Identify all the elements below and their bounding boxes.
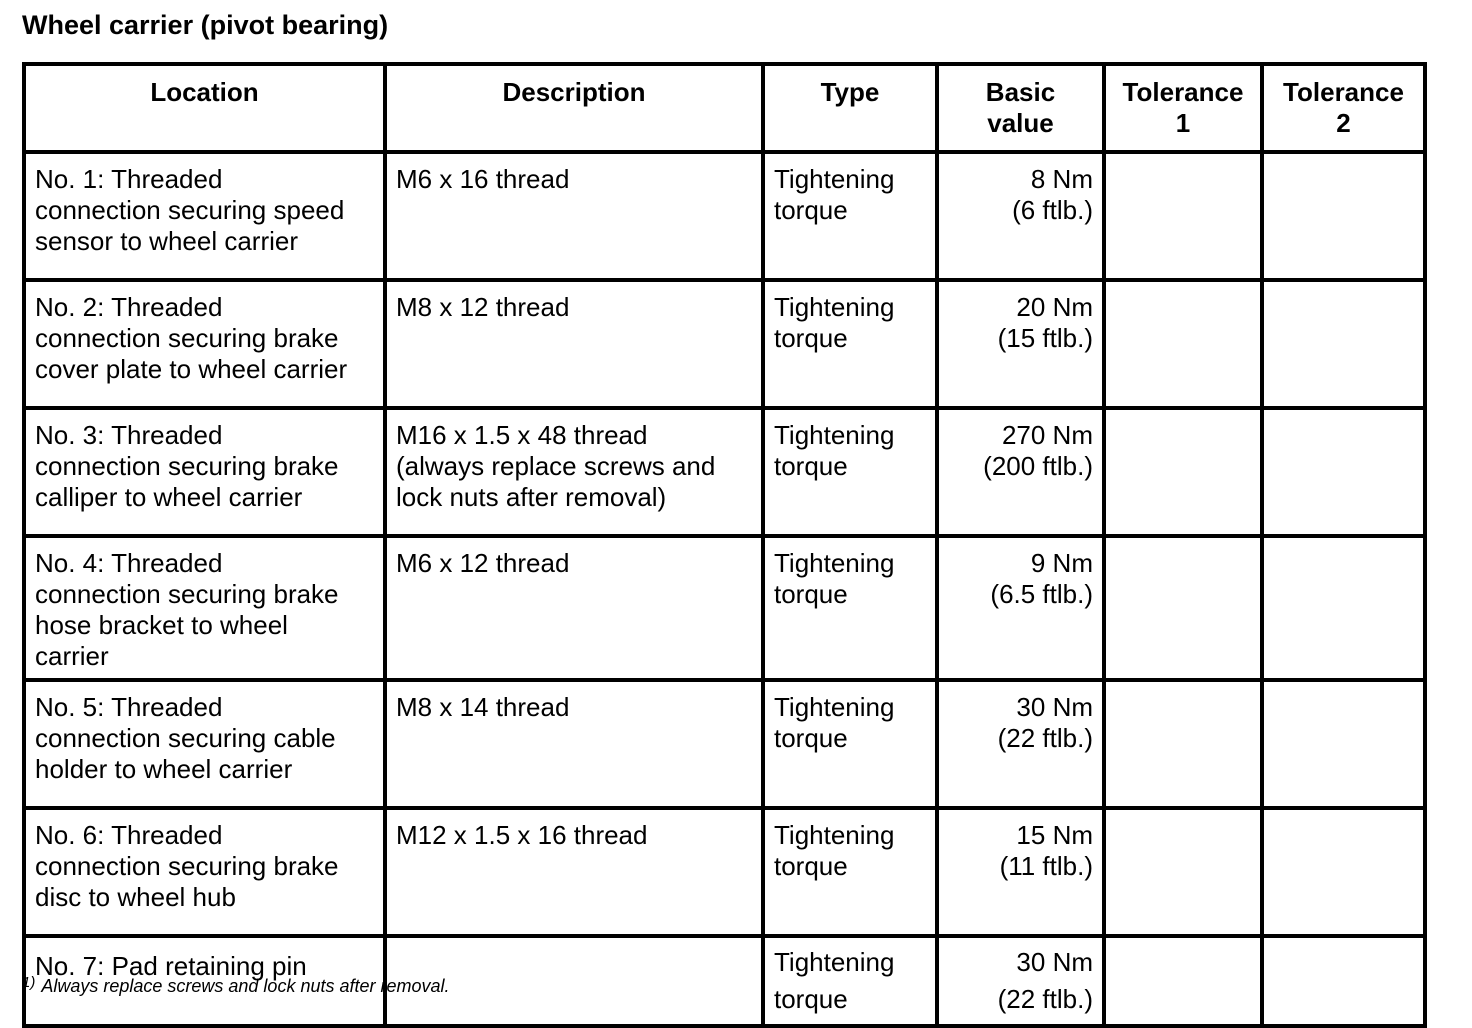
description-cell: M6 x 16 thread xyxy=(385,152,763,280)
basic-value-cell: 8 Nm (6 ftlb.) xyxy=(937,152,1104,280)
tolerance-2-cell xyxy=(1262,536,1425,680)
description-cell: M6 x 12 thread xyxy=(385,536,763,680)
tolerance-2-cell xyxy=(1262,280,1425,408)
footnote-marker: 1) xyxy=(22,974,36,991)
location-cell: No. 4: Threaded connection securing brake hose bracket to wheel carrier xyxy=(24,536,385,680)
basic-value-cell: 15 Nm (11 ftlb.) xyxy=(937,808,1104,936)
table-row xyxy=(24,280,1425,408)
basic-value-cell: 270 Nm (200 ftlb.) xyxy=(937,408,1104,536)
tolerance-2-cell xyxy=(1262,152,1425,280)
location-cell: No. 1: Threaded connection securing speed sensor to wheel carrier xyxy=(24,152,385,280)
tolerance-2-cell xyxy=(1262,808,1425,936)
location-cell: No. 3: Threaded connection securing brake calliper to wheel carrier xyxy=(24,408,385,536)
description-cell: M12 x 1.5 x 16 thread xyxy=(385,808,763,936)
basic-value-cell: 9 Nm (6.5 ftlb.) xyxy=(937,536,1104,680)
tolerance-1-cell xyxy=(1104,808,1262,936)
tolerance-2-cell xyxy=(1262,680,1425,808)
type-cell: Tightening torque xyxy=(763,280,937,408)
location-cell: No. 6: Threaded connection securing brake disc to wheel hub xyxy=(24,808,385,936)
page-title: Wheel carrier (pivot bearing) xyxy=(22,10,389,40)
type-cell: Tightening torque xyxy=(763,680,937,808)
description-cell: M8 x 14 thread xyxy=(385,680,763,808)
tolerance-2-cell xyxy=(1262,936,1425,1026)
tolerance-2-cell xyxy=(1262,408,1425,536)
tolerance-1-cell xyxy=(1104,680,1262,808)
type-cell: Tightening torque xyxy=(763,536,937,680)
description-cell: M8 x 12 thread xyxy=(385,280,763,408)
table-row xyxy=(24,680,1425,808)
column-header-basic-value: Basic value xyxy=(937,64,1104,152)
column-header-tolerance-1: Tolerance 1 xyxy=(1104,64,1262,152)
location-cell: No. 7: Pad retaining pin xyxy=(24,936,385,1026)
footnote xyxy=(22,976,450,997)
type-cell: Tightening torque xyxy=(763,152,937,280)
basic-value-cell: 20 Nm (15 ftlb.) xyxy=(937,280,1104,408)
tolerance-1-cell xyxy=(1104,536,1262,680)
tolerance-1-cell xyxy=(1104,408,1262,536)
table-header-row xyxy=(24,64,1425,152)
table-row xyxy=(24,808,1425,936)
type-cell: Tightening torque xyxy=(763,808,937,936)
footnote-text: Always replace screws and lock nuts after removal. xyxy=(41,976,450,996)
location-cell: No. 5: Threaded connection securing cable holder to wheel carrier xyxy=(24,680,385,808)
tolerance-1-cell xyxy=(1104,152,1262,280)
torque-spec-table xyxy=(22,62,1427,1028)
location-cell: No. 2: Threaded connection securing brake cover plate to wheel carrier xyxy=(24,280,385,408)
column-header-tolerance-2: Tolerance 2 xyxy=(1262,64,1425,152)
column-header-type: Type xyxy=(763,64,937,152)
tolerance-1-cell xyxy=(1104,936,1262,1026)
column-header-location: Location xyxy=(24,64,385,152)
table-row xyxy=(24,408,1425,536)
basic-value-cell: 30 Nm (22 ftlb.) xyxy=(937,680,1104,808)
tolerance-1-cell xyxy=(1104,280,1262,408)
description-cell: M16 x 1.5 x 48 thread (always replace screws and lock nuts after removal) xyxy=(385,408,763,536)
type-cell: Tightening torque xyxy=(763,408,937,536)
type-cell: Tightening torque xyxy=(763,936,937,1026)
table-row xyxy=(24,152,1425,280)
column-header-description: Description xyxy=(385,64,763,152)
table-row xyxy=(24,536,1425,680)
basic-value-cell: 30 Nm (22 ftlb.) xyxy=(937,936,1104,1026)
